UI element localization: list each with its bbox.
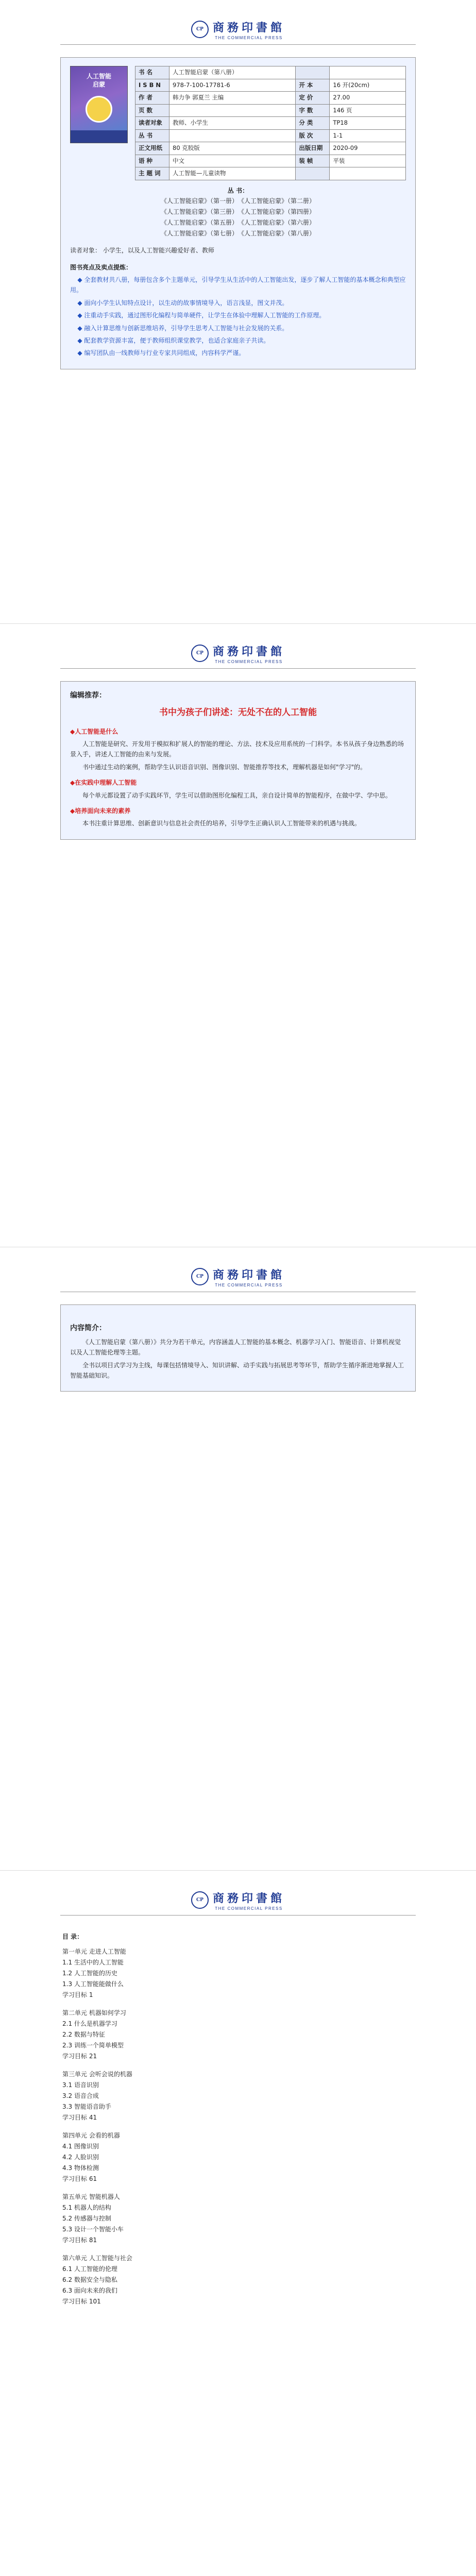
toc-heading: 目 录：: [62, 1933, 83, 1940]
book-info-row: [135, 92, 406, 105]
publisher-badge-icon: CP: [191, 1891, 209, 1909]
toc-entry: 5.2 传感器与控制: [62, 2215, 111, 2223]
book-info-value: 教师、小学生: [169, 117, 296, 130]
book-info-row: [135, 155, 406, 167]
book-info-key: 开 本: [296, 79, 330, 92]
toc-unit-title: 第四单元 会看的机器: [62, 2132, 120, 2140]
toc-entry: 学习目标 21: [62, 2053, 97, 2060]
series-line: 《人工智能启蒙》（第五册） 《人工智能启蒙》（第六册）: [160, 219, 315, 227]
book-info-value: 2020-09: [330, 142, 406, 155]
toc-entry: 6.1 人工智能的伦理: [62, 2265, 117, 2273]
book-info-row: [135, 104, 406, 117]
publisher-header: [0, 1871, 476, 1915]
series-label: 丛 书：: [227, 187, 249, 194]
book-info-value: 146 页: [330, 104, 406, 117]
book-info-key: 分 类: [296, 117, 330, 130]
publisher-name: 商務印書館: [212, 1268, 285, 1282]
book-info-key: 版 次: [296, 129, 330, 142]
cover-illustration: [86, 96, 112, 123]
editor-title: 书中为孩子们讲述：无处不在的人工智能: [159, 707, 317, 718]
highlight-item: ◆ 全套教材共八册，每册包含多个主题单元，引导学生从生活中的人工智能出发，逐步了解人工智能的基本概念和典型应用。: [70, 276, 406, 294]
editor-frame: [60, 681, 416, 840]
publisher-logo: [191, 19, 285, 40]
highlight-item: ◆ 面向小学生认知特点设计，以生动的故事情境导入，语言浅显，图文并茂。: [77, 299, 288, 307]
editor-paragraph: 人工智能是研究、开发用于模拟和扩展人的智能的理论、方法、技术及应用系统的一门科学。本书从孩子身边熟悉的场景入手，讲述人工智能的由来与发展。: [70, 740, 404, 758]
book-info-key: 装 帧: [296, 155, 330, 167]
toc-entry: 3.1 语音识别: [62, 2081, 99, 2089]
publisher-header: [0, 1247, 476, 1292]
highlights-list: [70, 275, 406, 359]
readers-block: [70, 245, 406, 256]
book-info-value: [330, 66, 406, 79]
page-3: [0, 1247, 476, 1870]
book-info-value: 平装: [330, 155, 406, 167]
toc-unit-title: 第一单元 走进人工智能: [62, 1948, 126, 1956]
book-info-key: 正文用纸: [135, 142, 169, 155]
toc-entry: 3.3 智能语音助手: [62, 2103, 111, 2111]
page-4: [0, 1870, 476, 2576]
book-info-key: 页 数: [135, 104, 169, 117]
editor-section-heading: ◆ 人工智能是什么: [70, 726, 406, 737]
toc-entry: 学习目标 61: [62, 2175, 97, 2183]
book-info-row: [135, 129, 406, 142]
book-cover-image: [70, 66, 128, 143]
editor-paragraph: 书中通过生动的案例，帮助学生认识语音识别、图像识别、智能推荐等技术，理解机器是如何"学习"的。: [82, 763, 367, 771]
toc-unit-title: 第二单元 机器如何学习: [62, 2009, 126, 2017]
header-divider: [60, 44, 416, 45]
toc-entry: 6.3 面向未来的我们: [62, 2287, 117, 2295]
book-info-row: [135, 117, 406, 130]
book-info-key: 定 价: [296, 92, 330, 105]
publisher-badge-icon: CP: [191, 645, 209, 662]
cover-title: 人工智能 启蒙: [86, 73, 111, 88]
toc-list: [62, 1946, 414, 2314]
toc-entry: 学习目标 81: [62, 2236, 97, 2244]
page-2: [0, 623, 476, 1247]
book-info-value: 中文: [169, 155, 296, 167]
highlight-item: ◆ 配套教学资源丰富，便于教师组织课堂教学，也适合家庭亲子共读。: [77, 337, 270, 345]
toc-entry: 5.1 机器人的结构: [62, 2204, 111, 2212]
series-list: [70, 196, 406, 239]
toc-entry: 学习目标 101: [62, 2298, 101, 2306]
header-divider: [60, 668, 416, 669]
publisher-name-en: THE COMMERCIAL PRESS: [215, 1282, 283, 1287]
toc-entry: 学习目标 1: [62, 1991, 93, 1999]
book-info-key: I S B N: [135, 79, 169, 92]
book-info-key: 读者对象: [135, 117, 169, 130]
publisher-name: 商務印書館: [212, 21, 285, 35]
toc-entry: 学习目标 41: [62, 2114, 97, 2122]
series-line: 《人工智能启蒙》（第三册） 《人工智能启蒙》（第四册）: [160, 208, 315, 216]
book-info-frame: [60, 57, 416, 369]
intro-heading: 内容简介：: [70, 1324, 106, 1332]
toc-entry: 2.3 训练一个简单模型: [62, 2042, 124, 2049]
toc-unit-title: 第三单元 会听会说的机器: [62, 2071, 132, 2078]
toc-unit-title: 第五单元 智能机器人: [62, 2193, 120, 2201]
book-info-key: 主 题 词: [135, 167, 169, 180]
book-info-value: [169, 104, 296, 117]
book-info-key: 语 种: [135, 155, 169, 167]
publisher-name: 商務印書館: [212, 645, 285, 658]
toc-entry: 4.1 图像识别: [62, 2143, 99, 2150]
book-info-key: 作 者: [135, 92, 169, 105]
toc-entry: 6.2 数据安全与隐私: [62, 2276, 117, 2284]
book-info-value: 80 克胶版: [169, 142, 296, 155]
readers-text: 小学生，以及人工智能兴趣爱好者、教师: [103, 247, 214, 255]
publisher-badge-icon: CP: [191, 21, 209, 38]
editor-section-heading: ◆ 在实践中理解人工智能: [70, 777, 406, 788]
book-info-table: [135, 66, 406, 180]
header-divider: [60, 1915, 416, 1916]
intro-paragraph: 《人工智能启蒙（第八册）》共分为若干单元，内容涵盖人工智能的基本概念、机器学习入门、智能语音、计算机视觉以及人工智能伦理等主题。: [70, 1338, 401, 1357]
intro-frame: [60, 1304, 416, 1392]
book-info-value: 16 开(20cm): [330, 79, 406, 92]
book-info-value: 韩力争 郭夏兰 主编: [169, 92, 296, 105]
publisher-header: [0, 624, 476, 668]
highlights-heading: 图书亮点及卖点提炼：: [70, 263, 132, 271]
publisher-name-en: THE COMMERCIAL PRESS: [215, 1906, 283, 1911]
toc-entry: 4.2 人脸识别: [62, 2154, 99, 2161]
book-info-value: [169, 129, 296, 142]
toc-entry: 5.3 设计一个智能小车: [62, 2226, 124, 2233]
book-info-row: [135, 142, 406, 155]
book-info-row: [135, 66, 406, 79]
intro-paragraph: 全书以项目式学习为主线，每课包括情境导入、知识讲解、动手实践与拓展思考等环节，帮助学生循序渐进地掌握人工智能基础知识。: [70, 1361, 404, 1379]
toc-entry: 1.3 人工智能能做什么: [62, 1980, 124, 1988]
toc-entry: 1.1 生活中的人工智能: [62, 1959, 124, 1967]
publisher-badge-icon: CP: [191, 1268, 209, 1285]
publisher-name-en: THE COMMERCIAL PRESS: [215, 35, 283, 40]
series-line: 《人工智能启蒙》（第七册） 《人工智能启蒙》（第八册）: [160, 230, 315, 238]
editor-heading: 编辑推荐：: [70, 691, 106, 700]
toc-entry: 2.2 数据与特征: [62, 2031, 105, 2039]
highlight-item: ◆ 编写团队由一线教师与行业专家共同组成，内容科学严谨。: [77, 349, 245, 357]
editor-paragraph: 每个单元都设置了动手实践环节，学生可以借助图形化编程工具，亲自设计简单的智能程序，在做中学、学中思。: [82, 791, 392, 799]
toc-entry: 3.2 语音合成: [62, 2092, 99, 2100]
toc-entry: 1.2 人工智能的历史: [62, 1970, 117, 1977]
book-info-value: 27.00: [330, 92, 406, 105]
toc-entry: 2.1 什么是机器学习: [62, 2020, 117, 2028]
book-info-row: [135, 79, 406, 92]
book-info-value: [330, 167, 406, 180]
book-info-value: 1-1: [330, 129, 406, 142]
book-info-value: TP18: [330, 117, 406, 130]
highlight-item: ◆ 融入计算思维与创新思维培养，引导学生思考人工智能与社会发展的关系。: [77, 324, 288, 332]
publisher-header: [0, 0, 476, 44]
series-line: 《人工智能启蒙》（第一册） 《人工智能启蒙》（第二册）: [160, 197, 315, 205]
book-info-key: [296, 167, 330, 180]
book-info-row: [135, 167, 406, 180]
book-info-value: 人工智能启蒙（第八册）: [169, 66, 296, 79]
book-info-key: 出版日期: [296, 142, 330, 155]
editor-paragraph: 本书注重计算思维、创新意识与信息社会责任的培养，引导学生正确认识人工智能带来的机遇与挑战。: [82, 820, 361, 827]
publisher-name-en: THE COMMERCIAL PRESS: [215, 659, 283, 664]
highlight-item: ◆ 注重动手实践，通过图形化编程与简单硬件，让学生在体验中理解人工智能的工作原理。: [77, 312, 326, 319]
cover-band: [71, 130, 127, 143]
book-info-key: 丛 书: [135, 129, 169, 142]
book-info-key: 书 名: [135, 66, 169, 79]
page-1: [0, 0, 476, 623]
toc-unit-title: 第六单元 人工智能与社会: [62, 2255, 132, 2262]
book-info-value: 978-7-100-17781-6: [169, 79, 296, 92]
editor-section-heading: ◆ 培养面向未来的素养: [70, 806, 406, 816]
publisher-name: 商務印書館: [212, 1891, 285, 1905]
toc-block: [60, 1928, 416, 2330]
book-info-key: 字 数: [296, 104, 330, 117]
book-info-value: 人工智能—儿童读物: [169, 167, 296, 180]
toc-entry: 4.3 物体检测: [62, 2164, 99, 2172]
readers-label: 读者对象：: [70, 247, 101, 255]
book-info-key: [296, 66, 330, 79]
